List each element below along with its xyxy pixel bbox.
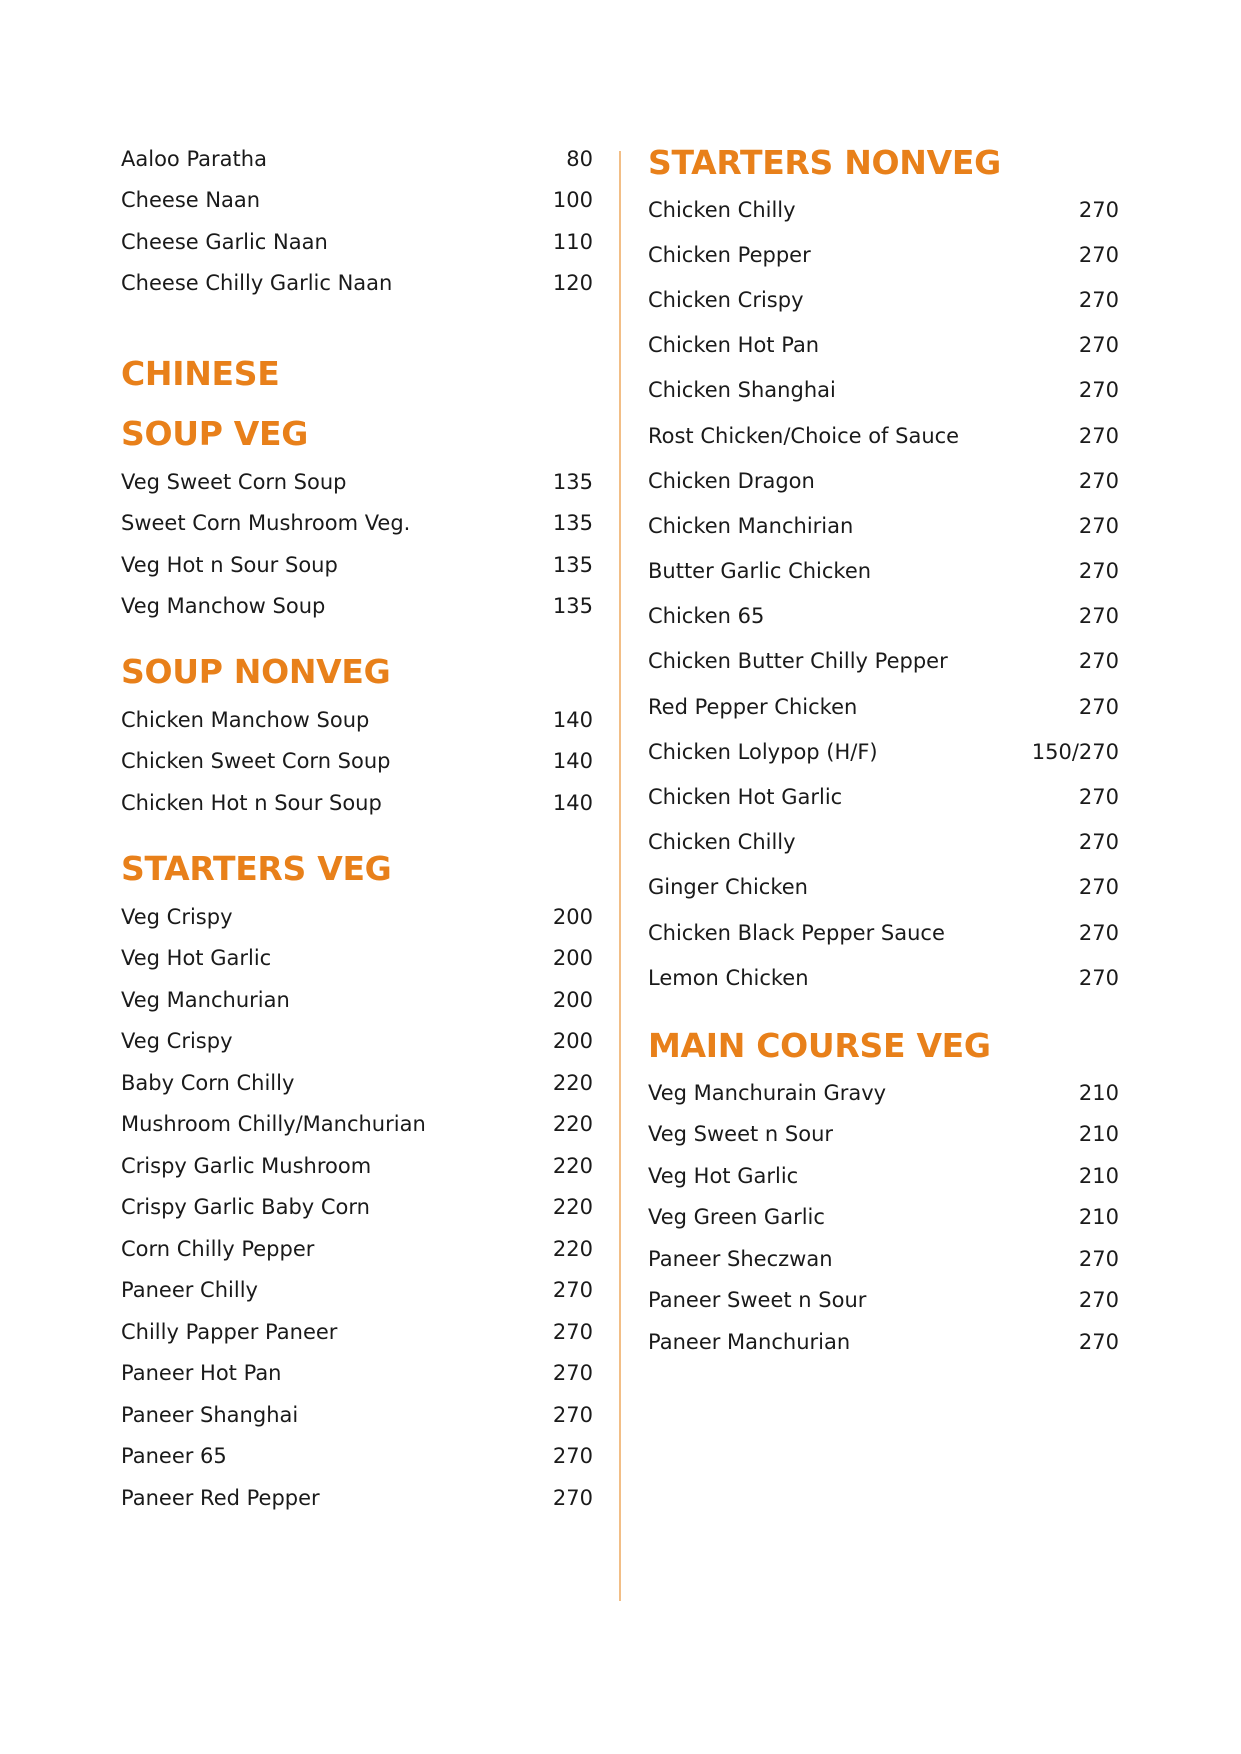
item-name: Veg Crispy [121,904,233,929]
soup-nonveg-heading: SOUP NONVEG [121,652,391,691]
item-price: 270 [552,1402,593,1427]
soup-veg-heading: SOUP VEG [121,414,309,453]
item-name: Veg Manchurian [121,987,290,1012]
menu-item [648,684,1119,729]
item-price: 220 [552,1153,593,1178]
menu-item [648,323,1119,368]
item-name: Crispy Garlic Baby Corn [121,1195,370,1220]
item-name: Lemon Chicken [648,965,809,990]
item-price: 135 [552,594,593,619]
item-price: 210 [1078,1205,1119,1230]
menu-item [121,938,593,980]
menu-item [121,544,593,586]
item-name: Veg Hot Garlic [648,1163,799,1188]
column-divider [619,151,621,1601]
menu-item [121,503,593,545]
item-name: Chicken Chilly [648,197,796,222]
chinese-heading: CHINESE [121,354,280,393]
menu-item [121,180,593,222]
item-price: 210 [1078,1163,1119,1188]
menu-item [648,368,1119,413]
item-name: Chicken Crispy [648,287,804,312]
menu-item [648,955,1119,1000]
menu-item [648,1072,1119,1114]
item-name: Veg Green Garlic [648,1205,825,1230]
item-price: 270 [1078,875,1119,900]
item-price: 135 [552,469,593,494]
item-name: Paneer Manchurian [648,1329,851,1354]
menu-item [121,263,593,305]
menu-item [648,503,1119,548]
item-price: 270 [1078,378,1119,403]
item-price: 135 [552,552,593,577]
item-name: Paneer Hot Pan [121,1361,282,1386]
item-name: Chilly Papper Paneer [121,1319,338,1344]
starters-veg-heading: STARTERS VEG [121,849,392,888]
item-price: 100 [552,188,593,213]
item-price: 270 [1078,242,1119,267]
item-price: 270 [1078,333,1119,358]
item-price: 270 [1078,1288,1119,1313]
item-name: Corn Chilly Pepper [121,1236,315,1261]
starters-veg-list [121,896,593,1519]
item-name: Chicken 65 [648,604,765,629]
menu-item [648,1197,1119,1239]
item-price: 270 [1078,1246,1119,1271]
menu-item [121,741,593,783]
item-name: Paneer 65 [121,1444,227,1469]
menu-item [121,1021,593,1063]
item-name: Paneer Chilly [121,1278,258,1303]
item-price: 140 [552,749,593,774]
item-name: Chicken Hot Pan [648,333,820,358]
item-price: 270 [1078,513,1119,538]
item-name: Chicken Sweet Corn Soup [121,749,391,774]
item-price: 270 [552,1278,593,1303]
item-price: 210 [1078,1122,1119,1147]
menu-item [648,1238,1119,1280]
item-price: 200 [552,946,593,971]
item-price: 270 [1078,559,1119,584]
item-name: Chicken Hot Garlic [648,785,843,810]
item-name: Chicken Butter Chilly Pepper [648,649,948,674]
item-price: 270 [1078,287,1119,312]
soup-nonveg-list [121,699,593,824]
item-name: Baby Corn Chilly [121,1070,295,1095]
menu-item [121,1270,593,1312]
item-name: Paneer Red Pepper [121,1485,320,1510]
item-name: Paneer Shanghai [121,1402,299,1427]
item-price: 200 [552,904,593,929]
menu-item [121,138,593,180]
item-price: 220 [552,1236,593,1261]
item-price: 270 [1078,604,1119,629]
item-name: Cheese Chilly Garlic Naan [121,271,393,296]
item-price: 120 [552,271,593,296]
menu-item [648,277,1119,322]
item-name: Veg Manchow Soup [121,594,326,619]
menu-item [648,910,1119,955]
item-price: 270 [1078,694,1119,719]
menu-item [648,458,1119,503]
main-course-veg-heading: MAIN COURSE VEG [648,1026,991,1065]
menu-item [121,461,593,503]
soup-veg-list [121,461,593,627]
item-name: Chicken Lolypop (H/F) [648,739,878,764]
item-name: Red Pepper Chicken [648,694,858,719]
menu-item [648,1155,1119,1197]
menu-item [648,820,1119,865]
item-price: 210 [1078,1080,1119,1105]
item-name: Cheese Naan [121,188,261,213]
item-price: 220 [552,1195,593,1220]
item-price: 140 [552,790,593,815]
item-name: Ginger Chicken [648,875,808,900]
item-price: 270 [1078,468,1119,493]
menu-item [121,979,593,1021]
menu-item [121,699,593,741]
item-price: 270 [1078,920,1119,945]
menu-item [121,1477,593,1519]
menu-item [121,1104,593,1146]
starters-nonveg-list [648,187,1119,1000]
item-name: Sweet Corn Mushroom Veg. [121,511,411,536]
item-price: 270 [552,1319,593,1344]
item-name: Paneer Sweet n Sour [648,1288,867,1313]
menu-item [648,232,1119,277]
menu-item [648,1280,1119,1322]
item-price: 220 [552,1112,593,1137]
item-name: Veg Hot n Sour Soup [121,552,338,577]
menu-item [648,549,1119,594]
item-price: 220 [552,1070,593,1095]
menu-item [121,1187,593,1229]
item-price: 270 [1078,785,1119,810]
item-price: 270 [1078,197,1119,222]
item-name: Chicken Shanghai [648,378,836,403]
menu-item [121,1062,593,1104]
item-name: Cheese Garlic Naan [121,229,328,254]
item-price: 140 [552,707,593,732]
item-name: Veg Manchurain Gravy [648,1080,887,1105]
item-price: 270 [1078,649,1119,674]
breads-list [121,138,593,304]
item-name: Aaloo Paratha [121,146,267,171]
item-price: 270 [552,1361,593,1386]
item-name: Paneer Sheczwan [648,1246,833,1271]
item-price: 270 [1078,423,1119,448]
menu-item [648,594,1119,639]
menu-item [121,221,593,263]
item-name: Chicken Dragon [648,468,815,493]
item-name: Chicken Hot n Sour Soup [121,790,382,815]
menu-item [648,639,1119,684]
item-price: 270 [1078,1329,1119,1354]
starters-nonveg-heading: STARTERS NONVEG [648,143,1001,182]
menu-item [648,865,1119,910]
item-name: Butter Garlic Chicken [648,559,872,584]
main-course-veg-list [648,1072,1119,1363]
item-price: 80 [566,146,593,171]
item-price: 200 [552,1029,593,1054]
menu-item [121,1436,593,1478]
item-price: 150/270 [1031,739,1119,764]
item-name: Veg Crispy [121,1029,233,1054]
item-name: Veg Sweet Corn Soup [121,469,347,494]
menu-item [121,1228,593,1270]
item-name: Chicken Pepper [648,242,811,267]
item-name: Chicken Manchow Soup [121,707,370,732]
item-price: 270 [1078,830,1119,855]
menu-item [121,1145,593,1187]
item-name: Veg Hot Garlic [121,946,272,971]
menu-item [121,896,593,938]
item-name: Chicken Manchirian [648,513,854,538]
menu-item [648,1321,1119,1363]
item-price: 270 [1078,965,1119,990]
item-price: 270 [552,1444,593,1469]
item-price: 200 [552,987,593,1012]
item-name: Mushroom Chilly/Manchurian [121,1112,426,1137]
menu-item [121,782,593,824]
menu-item [121,1353,593,1395]
item-name: Rost Chicken/Choice of Sauce [648,423,960,448]
item-price: 270 [552,1485,593,1510]
menu-item [648,1114,1119,1156]
item-name: Veg Sweet n Sour [648,1122,834,1147]
menu-item [648,774,1119,819]
menu-item [121,586,593,628]
item-price: 135 [552,511,593,536]
item-price: 110 [552,229,593,254]
menu-item [121,1311,593,1353]
menu-item [648,187,1119,232]
item-name: Crispy Garlic Mushroom [121,1153,372,1178]
item-name: Chicken Chilly [648,830,796,855]
menu-item [648,413,1119,458]
menu-item [121,1394,593,1436]
menu-item [648,729,1119,774]
item-name: Chicken Black Pepper Sauce [648,920,945,945]
